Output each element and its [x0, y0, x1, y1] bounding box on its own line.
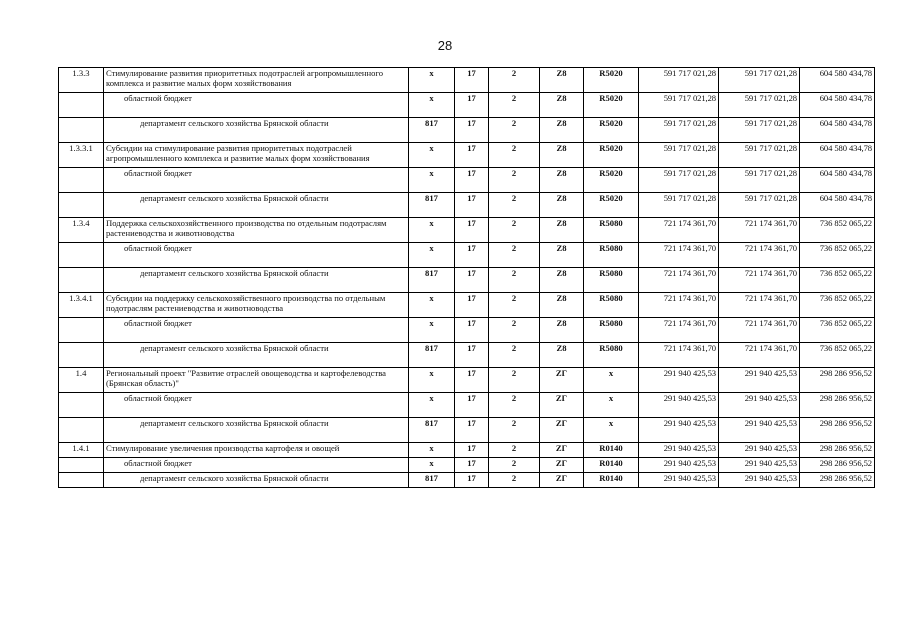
- row-name: департамент сельского хозяйства Брянской области: [104, 418, 409, 443]
- row-number: [59, 393, 104, 418]
- code-admin: х: [409, 443, 455, 458]
- table-row: [59, 343, 875, 368]
- code-project: Z8: [540, 168, 584, 193]
- amount-year-1: 291 940 425,53: [639, 473, 719, 488]
- amount-year-3: 736 852 065,22: [800, 218, 875, 243]
- code-direction: R0140: [584, 443, 639, 458]
- code-project: Z8: [540, 268, 584, 293]
- code-direction: х: [584, 418, 639, 443]
- amount-year-2: 721 174 361,70: [719, 318, 800, 343]
- code-program: 17: [455, 268, 489, 293]
- table-row: [59, 318, 875, 343]
- row-number: 1.4.1: [59, 443, 104, 458]
- amount-year-2: 591 717 021,28: [719, 118, 800, 143]
- code-direction: R5080: [584, 268, 639, 293]
- code-program: 17: [455, 143, 489, 168]
- amount-year-3: 298 286 956,52: [800, 443, 875, 458]
- code-project: Z8: [540, 218, 584, 243]
- amount-year-1: 591 717 021,28: [639, 168, 719, 193]
- row-number: [59, 458, 104, 473]
- amount-year-2: 721 174 361,70: [719, 343, 800, 368]
- amount-year-1: 291 940 425,53: [639, 368, 719, 393]
- row-name: Региональный проект "Развитие отраслей овощеводства и картофелеводства (Брянская область)": [104, 368, 409, 393]
- code-program: 17: [455, 193, 489, 218]
- amount-year-2: 591 717 021,28: [719, 93, 800, 118]
- row-number: [59, 243, 104, 268]
- code-subprogram: 2: [489, 268, 540, 293]
- code-admin: х: [409, 218, 455, 243]
- code-program: 17: [455, 318, 489, 343]
- code-program: 17: [455, 393, 489, 418]
- amount-year-3: 604 580 434,78: [800, 93, 875, 118]
- code-program: 17: [455, 243, 489, 268]
- code-direction: R5080: [584, 243, 639, 268]
- code-subprogram: 2: [489, 458, 540, 473]
- row-number: [59, 418, 104, 443]
- code-program: 17: [455, 218, 489, 243]
- code-direction: х: [584, 393, 639, 418]
- amount-year-3: 736 852 065,22: [800, 343, 875, 368]
- row-name: Стимулирование развития приоритетных подотраслей агропромышленного комплекса и развитие малых форм хозяйствования: [104, 68, 409, 93]
- code-admin: 817: [409, 473, 455, 488]
- amount-year-3: 298 286 956,52: [800, 418, 875, 443]
- code-direction: R5080: [584, 293, 639, 318]
- code-program: 17: [455, 118, 489, 143]
- code-project: Z8: [540, 243, 584, 268]
- code-subprogram: 2: [489, 143, 540, 168]
- amount-year-2: 721 174 361,70: [719, 218, 800, 243]
- code-program: 17: [455, 473, 489, 488]
- code-direction: R5020: [584, 168, 639, 193]
- code-program: 17: [455, 343, 489, 368]
- amount-year-3: 298 286 956,52: [800, 458, 875, 473]
- amount-year-1: 291 940 425,53: [639, 418, 719, 443]
- code-subprogram: 2: [489, 393, 540, 418]
- code-direction: R5080: [584, 343, 639, 368]
- amount-year-2: 291 940 425,53: [719, 418, 800, 443]
- code-project: ZГ: [540, 443, 584, 458]
- row-name: Субсидии на стимулирование развития приоритетных подотраслей агропромышленного комплекса и развитие малых форм хозяйствования: [104, 143, 409, 168]
- table-row: [59, 193, 875, 218]
- code-subprogram: 2: [489, 473, 540, 488]
- table-row: [59, 168, 875, 193]
- budget-table: [58, 67, 875, 488]
- code-project: Z8: [540, 118, 584, 143]
- table-row: [59, 143, 875, 168]
- code-subprogram: 2: [489, 68, 540, 93]
- code-admin: 817: [409, 343, 455, 368]
- amount-year-1: 591 717 021,28: [639, 143, 719, 168]
- code-project: Z8: [540, 343, 584, 368]
- amount-year-3: 604 580 434,78: [800, 68, 875, 93]
- amount-year-3: 604 580 434,78: [800, 143, 875, 168]
- amount-year-1: 291 940 425,53: [639, 393, 719, 418]
- amount-year-2: 291 940 425,53: [719, 368, 800, 393]
- amount-year-1: 721 174 361,70: [639, 243, 719, 268]
- amount-year-1: 721 174 361,70: [639, 268, 719, 293]
- amount-year-1: 721 174 361,70: [639, 218, 719, 243]
- code-project: ZГ: [540, 458, 584, 473]
- page-number: 28: [437, 38, 453, 53]
- code-direction: R0140: [584, 473, 639, 488]
- code-direction: R0140: [584, 458, 639, 473]
- code-subprogram: 2: [489, 368, 540, 393]
- amount-year-3: 736 852 065,22: [800, 318, 875, 343]
- table-row: [59, 243, 875, 268]
- code-subprogram: 2: [489, 343, 540, 368]
- amount-year-2: 591 717 021,28: [719, 68, 800, 93]
- code-subprogram: 2: [489, 93, 540, 118]
- code-admin: х: [409, 393, 455, 418]
- code-direction: R5020: [584, 93, 639, 118]
- code-project: Z8: [540, 193, 584, 218]
- row-number: [59, 343, 104, 368]
- code-project: ZГ: [540, 418, 584, 443]
- amount-year-3: 736 852 065,22: [800, 293, 875, 318]
- code-subprogram: 2: [489, 218, 540, 243]
- code-subprogram: 2: [489, 418, 540, 443]
- row-number: [59, 118, 104, 143]
- row-number: [59, 318, 104, 343]
- amount-year-3: 298 286 956,52: [800, 473, 875, 488]
- amount-year-2: 291 940 425,53: [719, 443, 800, 458]
- table-row: [59, 473, 875, 488]
- code-admin: х: [409, 143, 455, 168]
- row-number: 1.3.4.1: [59, 293, 104, 318]
- code-direction: R5080: [584, 318, 639, 343]
- code-program: 17: [455, 168, 489, 193]
- row-name: департамент сельского хозяйства Брянской области: [104, 473, 409, 488]
- code-project: ZГ: [540, 368, 584, 393]
- amount-year-2: 291 940 425,53: [719, 473, 800, 488]
- row-number: [59, 268, 104, 293]
- code-direction: х: [584, 368, 639, 393]
- amount-year-3: 298 286 956,52: [800, 368, 875, 393]
- code-subprogram: 2: [489, 243, 540, 268]
- code-admin: 817: [409, 418, 455, 443]
- code-subprogram: 2: [489, 193, 540, 218]
- code-project: Z8: [540, 318, 584, 343]
- amount-year-3: 736 852 065,22: [800, 243, 875, 268]
- code-subprogram: 2: [489, 443, 540, 458]
- amount-year-1: 721 174 361,70: [639, 318, 719, 343]
- code-program: 17: [455, 443, 489, 458]
- table-row: [59, 458, 875, 473]
- amount-year-3: 604 580 434,78: [800, 168, 875, 193]
- table-row: [59, 68, 875, 93]
- row-name: Субсидии на поддержку сельскохозяйственного производства по отдельным подотраслям растениеводства и животноводства: [104, 293, 409, 318]
- code-project: ZГ: [540, 393, 584, 418]
- amount-year-1: 591 717 021,28: [639, 93, 719, 118]
- row-name: департамент сельского хозяйства Брянской области: [104, 193, 409, 218]
- code-subprogram: 2: [489, 118, 540, 143]
- table-row: [59, 418, 875, 443]
- table-row: [59, 93, 875, 118]
- row-name: департамент сельского хозяйства Брянской области: [104, 268, 409, 293]
- code-admin: х: [409, 293, 455, 318]
- amount-year-3: 736 852 065,22: [800, 268, 875, 293]
- row-name: областной бюджет: [104, 93, 409, 118]
- code-project: ZГ: [540, 473, 584, 488]
- code-program: 17: [455, 68, 489, 93]
- code-admin: х: [409, 368, 455, 393]
- amount-year-1: 591 717 021,28: [639, 193, 719, 218]
- code-direction: R5020: [584, 143, 639, 168]
- row-name: Поддержка сельскохозяйственного производства по отдельным подотраслям растениеводства и животноводства: [104, 218, 409, 243]
- code-project: Z8: [540, 68, 584, 93]
- amount-year-1: 591 717 021,28: [639, 68, 719, 93]
- amount-year-3: 298 286 956,52: [800, 393, 875, 418]
- code-project: Z8: [540, 293, 584, 318]
- code-admin: 817: [409, 118, 455, 143]
- code-admin: х: [409, 318, 455, 343]
- row-number: [59, 168, 104, 193]
- row-number: 1.4: [59, 368, 104, 393]
- amount-year-1: 291 940 425,53: [639, 443, 719, 458]
- amount-year-1: 721 174 361,70: [639, 293, 719, 318]
- amount-year-3: 604 580 434,78: [800, 193, 875, 218]
- row-number: 1.3.3.1: [59, 143, 104, 168]
- code-admin: 817: [409, 268, 455, 293]
- code-admin: х: [409, 68, 455, 93]
- row-number: [59, 93, 104, 118]
- code-direction: R5080: [584, 218, 639, 243]
- table-row: [59, 118, 875, 143]
- table-row: [59, 268, 875, 293]
- row-name: департамент сельского хозяйства Брянской области: [104, 343, 409, 368]
- code-program: 17: [455, 368, 489, 393]
- amount-year-2: 291 940 425,53: [719, 393, 800, 418]
- amount-year-1: 591 717 021,28: [639, 118, 719, 143]
- row-number: 1.3.4: [59, 218, 104, 243]
- amount-year-2: 291 940 425,53: [719, 458, 800, 473]
- code-admin: х: [409, 168, 455, 193]
- row-name: Стимулирование увеличения производства картофеля и овощей: [104, 443, 409, 458]
- code-project: Z8: [540, 143, 584, 168]
- amount-year-2: 721 174 361,70: [719, 268, 800, 293]
- amount-year-1: 291 940 425,53: [639, 458, 719, 473]
- code-program: 17: [455, 293, 489, 318]
- code-admin: х: [409, 93, 455, 118]
- row-name: областной бюджет: [104, 243, 409, 268]
- row-name: областной бюджет: [104, 393, 409, 418]
- amount-year-2: 721 174 361,70: [719, 243, 800, 268]
- table-row: [59, 368, 875, 393]
- table-row: [59, 393, 875, 418]
- amount-year-2: 591 717 021,28: [719, 168, 800, 193]
- code-program: 17: [455, 458, 489, 473]
- amount-year-2: 591 717 021,28: [719, 143, 800, 168]
- code-admin: х: [409, 458, 455, 473]
- table-row: [59, 443, 875, 458]
- code-admin: х: [409, 243, 455, 268]
- row-number: [59, 193, 104, 218]
- code-program: 17: [455, 93, 489, 118]
- table-row: [59, 293, 875, 318]
- code-project: Z8: [540, 93, 584, 118]
- code-subprogram: 2: [489, 318, 540, 343]
- code-subprogram: 2: [489, 168, 540, 193]
- code-direction: R5020: [584, 193, 639, 218]
- row-name: областной бюджет: [104, 318, 409, 343]
- row-number: 1.3.3: [59, 68, 104, 93]
- amount-year-2: 721 174 361,70: [719, 293, 800, 318]
- row-name: департамент сельского хозяйства Брянской области: [104, 118, 409, 143]
- amount-year-2: 591 717 021,28: [719, 193, 800, 218]
- amount-year-3: 604 580 434,78: [800, 118, 875, 143]
- code-program: 17: [455, 418, 489, 443]
- amount-year-1: 721 174 361,70: [639, 343, 719, 368]
- code-admin: 817: [409, 193, 455, 218]
- code-subprogram: 2: [489, 293, 540, 318]
- code-direction: R5020: [584, 68, 639, 93]
- row-name: областной бюджет: [104, 168, 409, 193]
- table-row: [59, 218, 875, 243]
- code-direction: R5020: [584, 118, 639, 143]
- row-name: областной бюджет: [104, 458, 409, 473]
- row-number: [59, 473, 104, 488]
